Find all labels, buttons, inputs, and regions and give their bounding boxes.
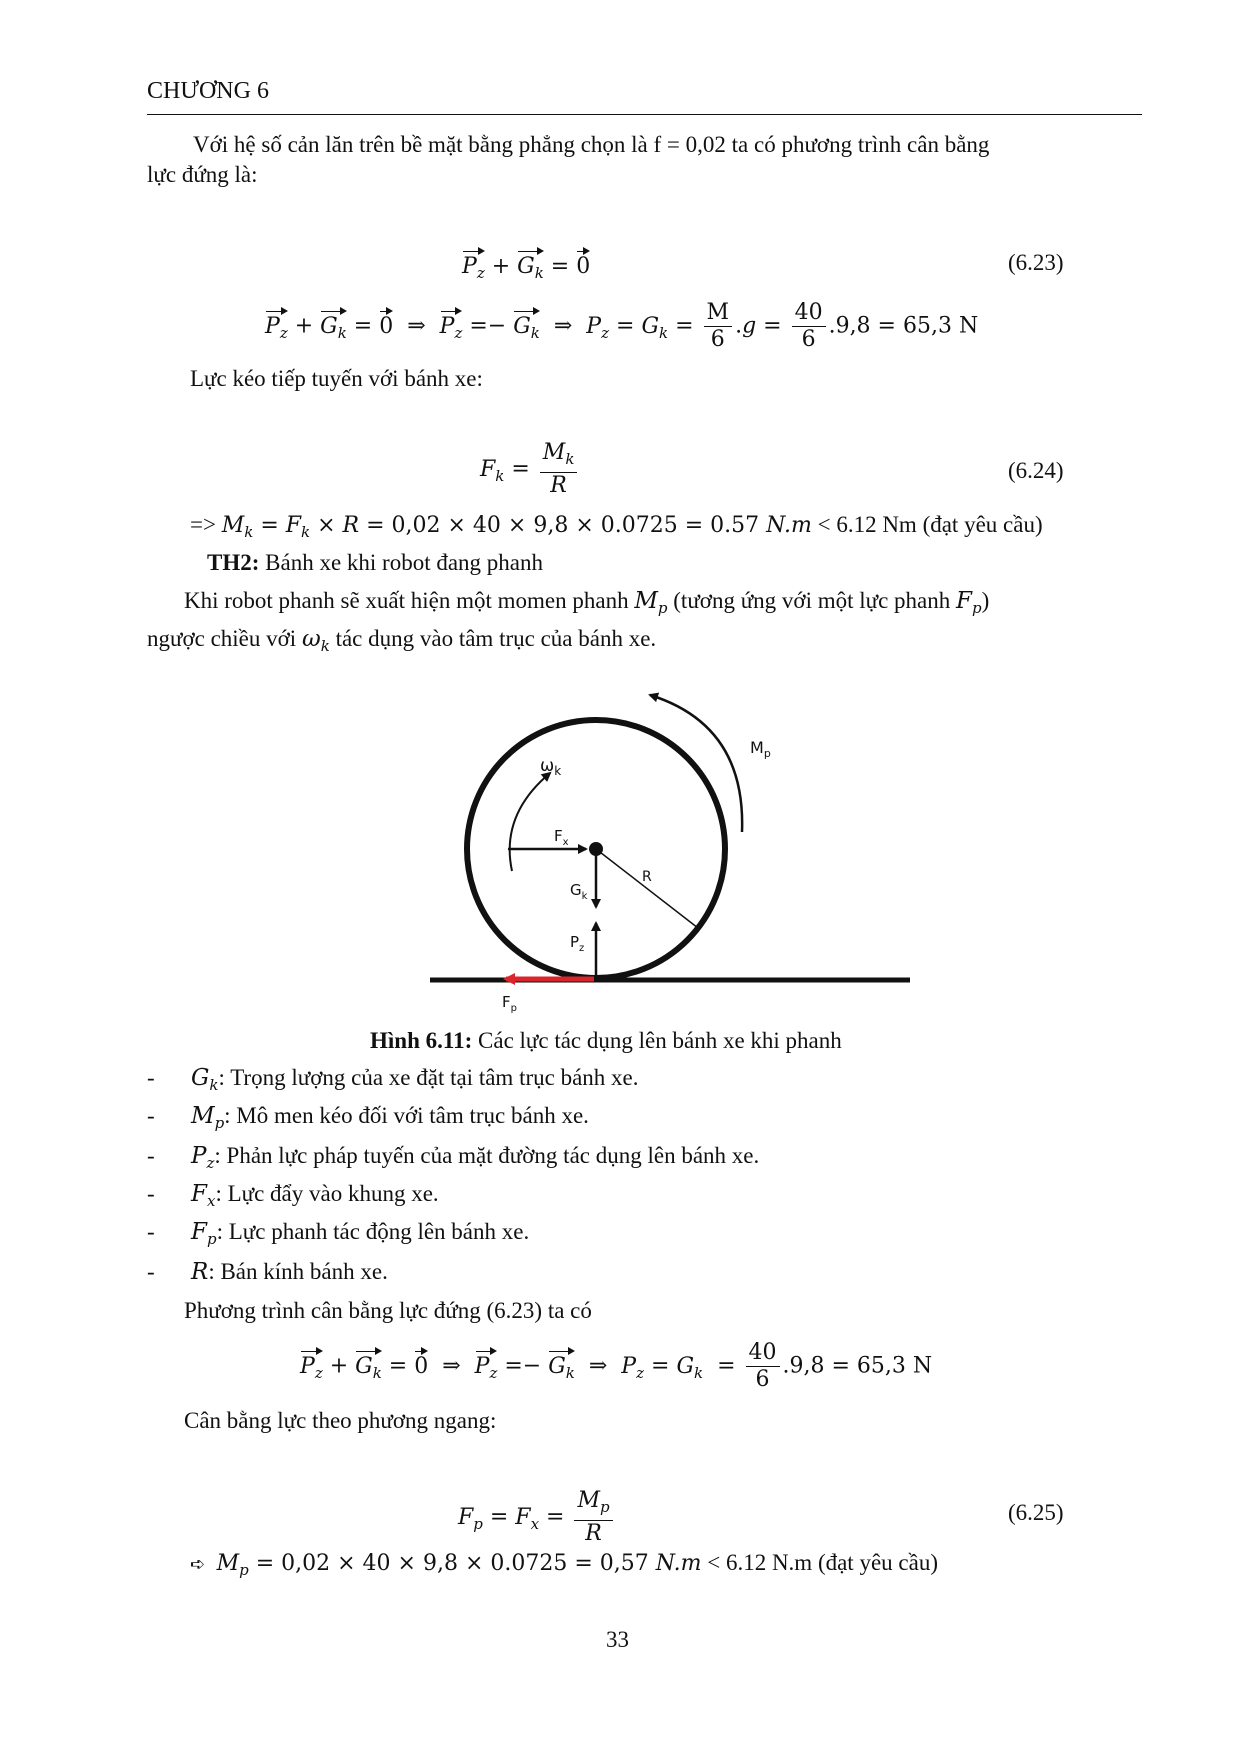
figure-caption: Hình 6.11: Các lực tác dụng lên bánh xe khi phanh	[370, 1028, 842, 1053]
list-item: - $M_p$: Mô men kéo đối với tâm trục bánh xe.	[147, 1103, 589, 1132]
brake-para-line-1: Khi robot phanh sẽ xuất hiện một momen phanh $M_p$ (tương ứng với một lực phanh $F_p$)	[184, 588, 990, 617]
list-item: - $P_z$: Phản lực pháp tuyến của mặt đường tác dụng lên bánh xe.	[147, 1143, 760, 1172]
list-item: - $F_p$: Lực phanh tác động lên bánh xe.	[147, 1219, 530, 1248]
chapter-header: CHƯƠNG 6	[147, 78, 269, 104]
para-line-1: Với hệ số cản lăn trên bề mặt bằng phẳng chọn là f = 0,02 ta có phương trình cân bằng	[193, 132, 990, 157]
fp-label: $F_p$	[502, 993, 517, 1014]
equation-number-6-24: (6.24)	[1008, 458, 1064, 483]
r-label: R	[642, 869, 652, 885]
horizontal-balance-text: Cân bằng lực theo phương ngang:	[184, 1408, 497, 1433]
gk-label: $G_k$	[570, 881, 588, 902]
equation-6-24: $F_k$ = $\frac{M_k}{R}$	[480, 440, 580, 499]
mp-label: $M_p$	[750, 738, 771, 760]
equation-pz: $P_z + G_k = 0$ ⇒ $P_z =- G_k$ ⇒ $P_z = G_k$ = $\frac{M}{6}$ .g = $\frac{40}{6}$ .9,8 = 65,3 N	[265, 300, 979, 352]
equation-6-23: $P_z + G_k = 0$	[462, 248, 590, 282]
radius-line	[596, 849, 698, 928]
mk-result-line: => $M_k = F_k \times R = 0,02 \times 40 \times 9,8 \times 0.0725 = 0.57$ N.m < 6.12 Nm (đạt yêu cầu)	[190, 512, 1043, 541]
fx-label: $F_x$	[554, 827, 569, 848]
omega-label: $\omega_k$	[540, 756, 562, 778]
tangent-force-text: Lực kéo tiếp tuyến với bánh xe:	[190, 366, 483, 391]
list-item: - $F_x$: Lực đẩy vào khung xe.	[147, 1181, 439, 1210]
equation-pz-2: $P_z + G_k = 0$ ⇒ $P_z =- G_k$ ⇒ $P_z = G_k$ = $\frac{40}{6}$ .9,8 = 65,3 N	[300, 1340, 933, 1392]
arrow-bullet-icon: ➪	[190, 1554, 206, 1575]
mp-result-line: ➪ $M_p = 0,02 \times 40 \times 9,8 \times 0.0725 = 0,57$ N.m < 6.12 N.m (đạt yêu cầu)	[190, 1550, 938, 1579]
list-item: - $G_k$: Trọng lượng của xe đặt tại tâm trục bánh xe.	[147, 1065, 639, 1094]
wheel-force-diagram	[420, 675, 940, 1015]
brake-para-line-2: ngược chiều với $\omega_k$ tác dụng vào tâm trục của bánh xe.	[147, 626, 657, 655]
page-number: 33	[606, 1627, 629, 1652]
th2-heading: TH2: Bánh xe khi robot đang phanh	[207, 550, 544, 575]
balance-text: Phương trình cân bằng lực đứng (6.23) ta có	[184, 1298, 592, 1323]
equation-6-25: $F_p = F_x$ = $\frac{M_p}{R}$	[458, 1488, 616, 1547]
header-rule	[147, 114, 1142, 115]
equation-number-6-25: (6.25)	[1008, 1500, 1064, 1525]
list-item: - R: Bán kính bánh xe.	[147, 1259, 388, 1285]
pz-label: $P_z$	[570, 933, 585, 954]
equation-number-6-23: (6.23)	[1008, 250, 1064, 275]
omega-arrow	[510, 773, 550, 871]
para-line-2: lực đứng là:	[147, 162, 258, 187]
